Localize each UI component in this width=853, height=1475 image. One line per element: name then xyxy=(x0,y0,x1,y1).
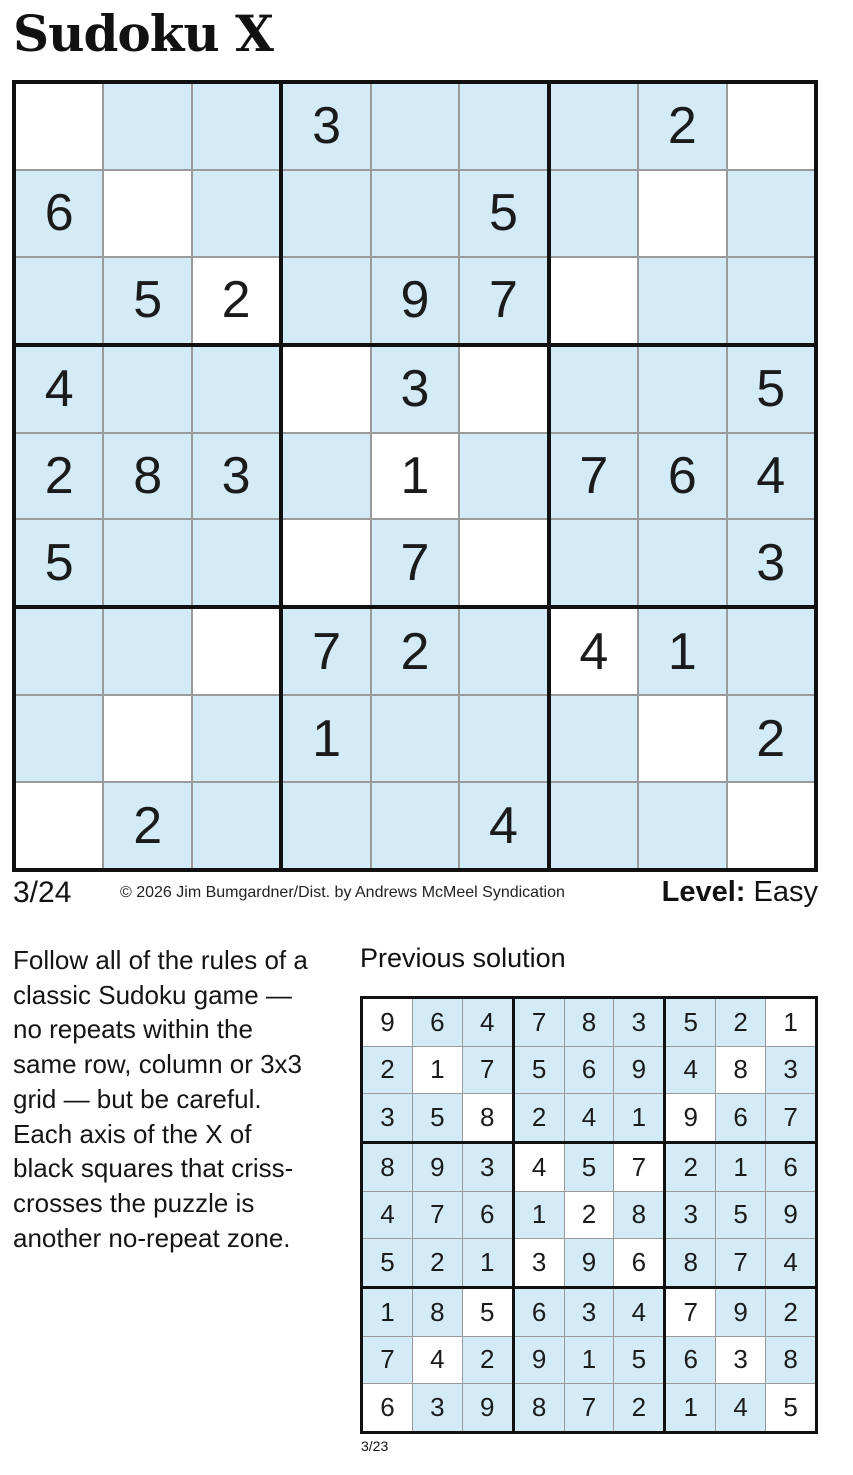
solution-cell: 3 xyxy=(716,1337,765,1384)
sudoku-cell[interactable]: 6 xyxy=(16,171,102,256)
grid-box xyxy=(551,609,814,868)
solution-cell: 3 xyxy=(463,1144,512,1191)
solution-cell: 7 xyxy=(766,1094,815,1141)
solution-cell: 9 xyxy=(614,1047,663,1094)
grid-box xyxy=(515,1144,664,1286)
sudoku-cell[interactable] xyxy=(728,258,814,343)
sudoku-cell[interactable]: 3 xyxy=(372,347,458,432)
solution-cell: 2 xyxy=(666,1144,715,1191)
solution-cell: 6 xyxy=(716,1094,765,1141)
sudoku-cell[interactable] xyxy=(104,696,190,781)
grid-box xyxy=(283,609,546,868)
solution-cell: 5 xyxy=(463,1289,512,1336)
sudoku-cell[interactable] xyxy=(728,609,814,694)
sudoku-cell[interactable] xyxy=(104,347,190,432)
sudoku-cell[interactable]: 4 xyxy=(460,783,546,868)
grid-box xyxy=(515,1289,664,1431)
sudoku-cell[interactable]: 2 xyxy=(639,84,725,169)
sudoku-cell[interactable]: 4 xyxy=(16,347,102,432)
sudoku-cell[interactable] xyxy=(16,84,102,169)
sudoku-cell[interactable]: 5 xyxy=(16,520,102,605)
solution-cell: 9 xyxy=(666,1094,715,1141)
solution-cell: 6 xyxy=(363,1384,412,1431)
solution-cell: 4 xyxy=(766,1239,815,1286)
solution-cell: 3 xyxy=(413,1384,462,1431)
sudoku-cell[interactable]: 5 xyxy=(728,347,814,432)
sudoku-cell[interactable]: 3 xyxy=(728,520,814,605)
solution-cell: 1 xyxy=(463,1239,512,1286)
sudoku-cell[interactable]: 1 xyxy=(372,434,458,519)
solution-cell: 4 xyxy=(614,1289,663,1336)
solution-cell: 8 xyxy=(413,1289,462,1336)
sudoku-cell[interactable] xyxy=(551,696,637,781)
solution-cell: 7 xyxy=(363,1337,412,1384)
sudoku-cell[interactable]: 9 xyxy=(372,258,458,343)
sudoku-cell[interactable] xyxy=(372,84,458,169)
sudoku-cell[interactable]: 3 xyxy=(193,434,279,519)
solution-cell: 5 xyxy=(666,999,715,1046)
sudoku-cell[interactable] xyxy=(372,696,458,781)
copyright-notice: © 2026 Jim Bumgardner/Dist. by Andrews McMeel Syndication xyxy=(120,884,565,901)
sudoku-cell[interactable] xyxy=(283,347,369,432)
solution-cell: 2 xyxy=(463,1337,512,1384)
solution-cell: 6 xyxy=(515,1289,564,1336)
solution-cell: 4 xyxy=(565,1094,614,1141)
solution-cell: 8 xyxy=(614,1192,663,1239)
grid-box xyxy=(551,347,814,606)
sudoku-cell[interactable] xyxy=(460,84,546,169)
solution-cell: 5 xyxy=(766,1384,815,1431)
sudoku-cell[interactable] xyxy=(460,696,546,781)
grid-box xyxy=(666,1144,815,1286)
solution-cell: 4 xyxy=(515,1144,564,1191)
solution-cell: 7 xyxy=(515,999,564,1046)
sudoku-cell[interactable] xyxy=(16,783,102,868)
solution-cell: 2 xyxy=(614,1384,663,1431)
sudoku-cell[interactable] xyxy=(728,171,814,256)
solution-cell: 3 xyxy=(515,1239,564,1286)
solution-cell: 9 xyxy=(716,1289,765,1336)
sudoku-cell[interactable] xyxy=(639,696,725,781)
sudoku-cell[interactable] xyxy=(193,609,279,694)
solution-cell: 7 xyxy=(666,1289,715,1336)
grid-box xyxy=(515,999,664,1141)
solution-cell: 9 xyxy=(363,999,412,1046)
solution-cell: 8 xyxy=(565,999,614,1046)
sudoku-cell[interactable] xyxy=(460,434,546,519)
solution-cell: 7 xyxy=(614,1144,663,1191)
previous-solution-date: 3/23 xyxy=(361,1438,389,1454)
sudoku-cell[interactable] xyxy=(728,783,814,868)
solution-cell: 1 xyxy=(565,1337,614,1384)
sudoku-cell[interactable] xyxy=(16,609,102,694)
solution-cell: 1 xyxy=(766,999,815,1046)
level-label: Level: xyxy=(661,876,746,908)
grid-box xyxy=(16,609,279,868)
grid-box xyxy=(283,347,546,606)
grid-box xyxy=(16,347,279,606)
solution-cell: 9 xyxy=(413,1144,462,1191)
solution-cell: 1 xyxy=(363,1289,412,1336)
solution-cell: 2 xyxy=(413,1239,462,1286)
sudoku-cell[interactable] xyxy=(639,347,725,432)
solution-cell: 5 xyxy=(565,1144,614,1191)
sudoku-cell[interactable]: 7 xyxy=(283,609,369,694)
solution-cell: 9 xyxy=(515,1337,564,1384)
solution-cell: 3 xyxy=(666,1192,715,1239)
sudoku-cell[interactable] xyxy=(283,434,369,519)
solution-cell: 6 xyxy=(463,1192,512,1239)
solution-cell: 2 xyxy=(716,999,765,1046)
grid-box xyxy=(363,1289,512,1431)
sudoku-cell[interactable] xyxy=(16,696,102,781)
sudoku-cell[interactable] xyxy=(16,258,102,343)
sudoku-cell[interactable] xyxy=(551,520,637,605)
sudoku-cell[interactable] xyxy=(193,84,279,169)
solution-cell: 5 xyxy=(515,1047,564,1094)
solution-cell: 2 xyxy=(766,1289,815,1336)
difficulty-level xyxy=(662,876,818,909)
sudoku-cell[interactable] xyxy=(283,783,369,868)
solution-cell: 1 xyxy=(515,1192,564,1239)
solution-cell: 6 xyxy=(413,999,462,1046)
grid-box xyxy=(16,84,279,343)
solution-cell: 2 xyxy=(565,1192,614,1239)
solution-cell: 4 xyxy=(716,1384,765,1431)
sudoku-cell[interactable]: 2 xyxy=(372,609,458,694)
sudoku-cell[interactable] xyxy=(639,783,725,868)
solution-cell: 1 xyxy=(716,1144,765,1191)
solution-cell: 6 xyxy=(565,1047,614,1094)
grid-box xyxy=(363,999,512,1141)
solution-cell: 4 xyxy=(463,999,512,1046)
solution-cell: 7 xyxy=(565,1384,614,1431)
grid-box xyxy=(363,1144,512,1286)
solution-cell: 5 xyxy=(716,1192,765,1239)
solution-cell: 9 xyxy=(766,1192,815,1239)
solution-cell: 4 xyxy=(666,1047,715,1094)
sudoku-grid xyxy=(12,80,818,872)
solution-cell: 8 xyxy=(666,1239,715,1286)
puzzle-title: Sudoku X xyxy=(13,4,273,63)
sudoku-cell[interactable]: 8 xyxy=(104,434,190,519)
solution-cell: 3 xyxy=(565,1289,614,1336)
sudoku-cell[interactable] xyxy=(728,84,814,169)
sudoku-cell[interactable] xyxy=(372,783,458,868)
level-value: Easy xyxy=(753,876,818,908)
sudoku-cell[interactable] xyxy=(551,347,637,432)
solution-cell: 8 xyxy=(363,1144,412,1191)
sudoku-cell[interactable] xyxy=(551,171,637,256)
sudoku-cell[interactable]: 1 xyxy=(283,696,369,781)
sudoku-cell[interactable]: 7 xyxy=(551,434,637,519)
sudoku-cell[interactable] xyxy=(460,609,546,694)
solution-cell: 9 xyxy=(463,1384,512,1431)
solution-cell: 8 xyxy=(766,1337,815,1384)
sudoku-cell[interactable]: 5 xyxy=(460,171,546,256)
solution-cell: 4 xyxy=(363,1192,412,1239)
previous-solution-grid xyxy=(360,996,818,1434)
solution-cell: 5 xyxy=(413,1094,462,1141)
solution-cell: 7 xyxy=(716,1239,765,1286)
sudoku-cell[interactable] xyxy=(104,609,190,694)
sudoku-cell[interactable]: 5 xyxy=(104,258,190,343)
sudoku-cell[interactable] xyxy=(283,520,369,605)
solution-cell: 5 xyxy=(363,1239,412,1286)
sudoku-cell[interactable] xyxy=(193,520,279,605)
solution-cell: 4 xyxy=(413,1337,462,1384)
solution-cell: 5 xyxy=(614,1337,663,1384)
solution-cell: 1 xyxy=(666,1384,715,1431)
sudoku-cell[interactable] xyxy=(283,171,369,256)
sudoku-cell[interactable] xyxy=(372,171,458,256)
previous-solution-title: Previous solution xyxy=(360,943,566,973)
sudoku-cell[interactable] xyxy=(551,258,637,343)
sudoku-cell[interactable]: 2 xyxy=(728,696,814,781)
instructions-text: Follow all of the rules of a classic Sudoku game — no repeats within the same row, column or 3x3 grid — but be careful. Each axis of the X of black squares that criss-crosses the puzzle is another no-repeat zone. xyxy=(13,945,308,1253)
sudoku-cell[interactable] xyxy=(460,347,546,432)
grid-box xyxy=(666,1289,815,1431)
sudoku-cell[interactable]: 7 xyxy=(372,520,458,605)
sudoku-cell[interactable] xyxy=(193,171,279,256)
solution-cell: 6 xyxy=(766,1144,815,1191)
sudoku-cell[interactable]: 2 xyxy=(193,258,279,343)
sudoku-cell[interactable] xyxy=(639,520,725,605)
puzzle-date: 3/24 xyxy=(13,876,72,909)
solution-cell: 8 xyxy=(716,1047,765,1094)
grid-box xyxy=(283,84,546,343)
solution-cell: 3 xyxy=(363,1094,412,1141)
sudoku-cell[interactable] xyxy=(193,347,279,432)
sudoku-cell[interactable] xyxy=(193,783,279,868)
sudoku-cell[interactable] xyxy=(639,258,725,343)
grid-box xyxy=(551,84,814,343)
sudoku-cell[interactable]: 6 xyxy=(639,434,725,519)
solution-cell: 1 xyxy=(614,1094,663,1141)
solution-cell: 6 xyxy=(614,1239,663,1286)
sudoku-cell[interactable] xyxy=(104,84,190,169)
sudoku-cell[interactable] xyxy=(104,520,190,605)
solution-cell: 8 xyxy=(463,1094,512,1141)
sudoku-cell[interactable]: 1 xyxy=(639,609,725,694)
solution-cell: 1 xyxy=(413,1047,462,1094)
sudoku-cell[interactable] xyxy=(193,696,279,781)
solution-cell: 9 xyxy=(565,1239,614,1286)
solution-cell: 3 xyxy=(614,999,663,1046)
solution-cell: 2 xyxy=(515,1094,564,1141)
solution-cell: 6 xyxy=(666,1337,715,1384)
sudoku-cell[interactable] xyxy=(551,783,637,868)
solution-cell: 7 xyxy=(413,1192,462,1239)
sudoku-cell[interactable] xyxy=(283,258,369,343)
solution-cell: 3 xyxy=(766,1047,815,1094)
solution-cell: 2 xyxy=(363,1047,412,1094)
sudoku-cell[interactable]: 2 xyxy=(104,783,190,868)
grid-box xyxy=(666,999,815,1141)
sudoku-cell[interactable]: 4 xyxy=(728,434,814,519)
sudoku-cell[interactable] xyxy=(460,520,546,605)
sudoku-cell[interactable] xyxy=(551,84,637,169)
sudoku-cell[interactable] xyxy=(639,171,725,256)
sudoku-cell[interactable] xyxy=(104,171,190,256)
sudoku-cell[interactable]: 2 xyxy=(16,434,102,519)
solution-cell: 7 xyxy=(463,1047,512,1094)
solution-cell: 8 xyxy=(515,1384,564,1431)
sudoku-cell[interactable]: 4 xyxy=(551,609,637,694)
sudoku-cell[interactable]: 3 xyxy=(283,84,369,169)
sudoku-cell[interactable]: 7 xyxy=(460,258,546,343)
